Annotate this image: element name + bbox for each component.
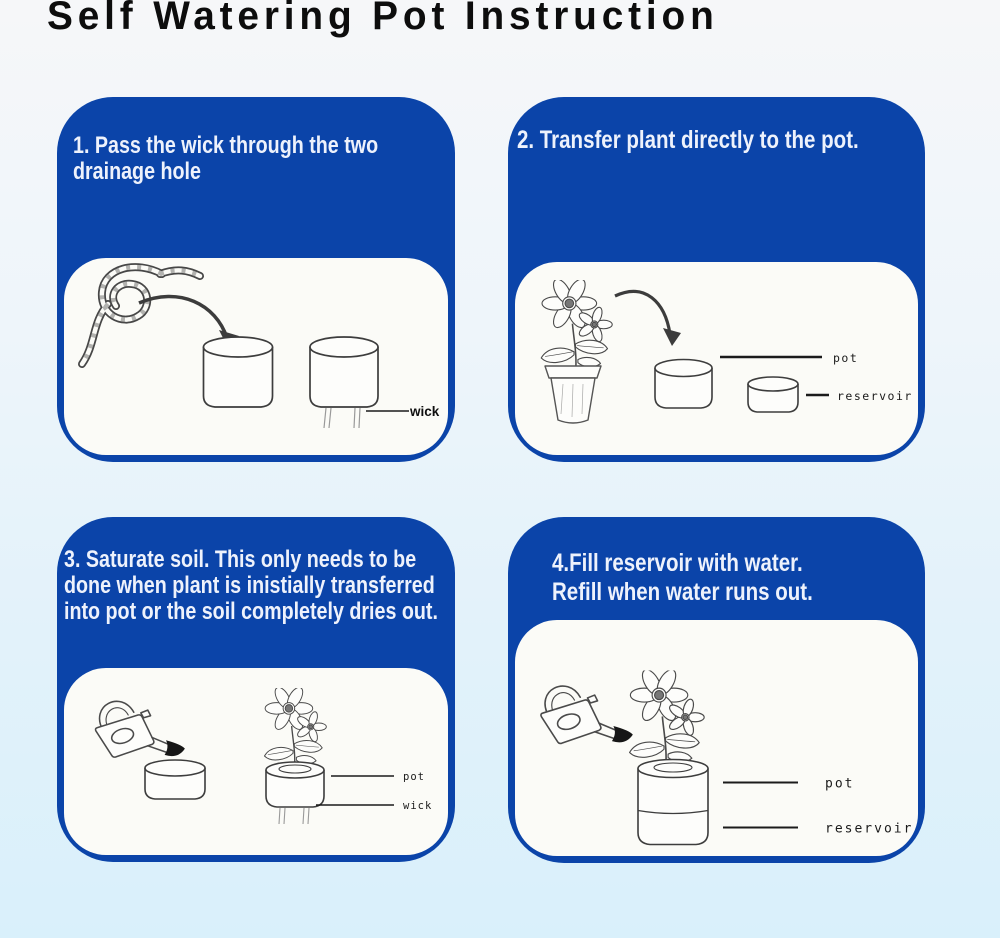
watering-can-icon [541, 686, 633, 743]
step-3-illustration [64, 668, 448, 855]
caption-line: drainage hole [73, 158, 201, 185]
step-4-caption [508, 517, 925, 607]
reservoir-drawing [145, 760, 205, 799]
wick-strings [324, 408, 360, 428]
step-3-panel [57, 517, 455, 862]
step-3-caption [57, 517, 455, 625]
pot-drawing [655, 360, 712, 409]
step-2-illustration [515, 262, 918, 455]
arrow-icon [615, 291, 681, 346]
caption-line: 1. Pass the wick through the two [73, 132, 379, 159]
page-title: Self Watering Pot Instruction [47, 0, 719, 38]
step-1-caption [57, 97, 455, 185]
step-3-drawing [64, 668, 448, 855]
step-4-drawing [515, 620, 918, 856]
pot-label: pot [403, 771, 425, 783]
self-watering-pot-drawing [638, 760, 708, 845]
caption-line: 2. Transfer plant directly to the pot. [517, 126, 859, 154]
reservoir-label: reservoir [825, 821, 914, 837]
flower-icon [264, 685, 326, 768]
pot-drawing [266, 762, 324, 807]
step-1-drawing [64, 258, 448, 455]
pot-label: pot [825, 776, 855, 792]
step-1-panel [57, 97, 455, 462]
step-4-illustration [515, 620, 918, 856]
step-2-panel [508, 97, 925, 462]
caption-line: 3. Saturate soil. This only needs to be [64, 546, 417, 573]
caption-line: 4.Fill reservoir with water. [552, 549, 803, 577]
step-4-panel [508, 517, 925, 863]
pot-drawing [204, 337, 273, 407]
caption-line: into pot or the soil completely dries out. [64, 598, 438, 625]
wick-label: wick [410, 404, 440, 419]
caption-line: done when plant is inistially transferred [64, 572, 435, 599]
reservoir-drawing [748, 377, 798, 412]
step-1-illustration [64, 258, 448, 455]
rope-wick-knot-icon [82, 267, 200, 364]
watering-can-icon [96, 701, 185, 757]
step-2-caption [508, 97, 925, 154]
pot-with-wick-drawing [310, 337, 378, 407]
step-2-drawing [515, 262, 918, 455]
wick-strings [279, 808, 309, 824]
wick-label: wick [403, 800, 433, 812]
pot-label: pot [833, 351, 859, 365]
reservoir-label: reservoir [837, 389, 913, 403]
terracotta-pot-icon [545, 366, 601, 423]
flower-icon [541, 276, 612, 372]
caption-line: Refill when water runs out. [552, 578, 813, 606]
flower-icon [630, 667, 705, 767]
